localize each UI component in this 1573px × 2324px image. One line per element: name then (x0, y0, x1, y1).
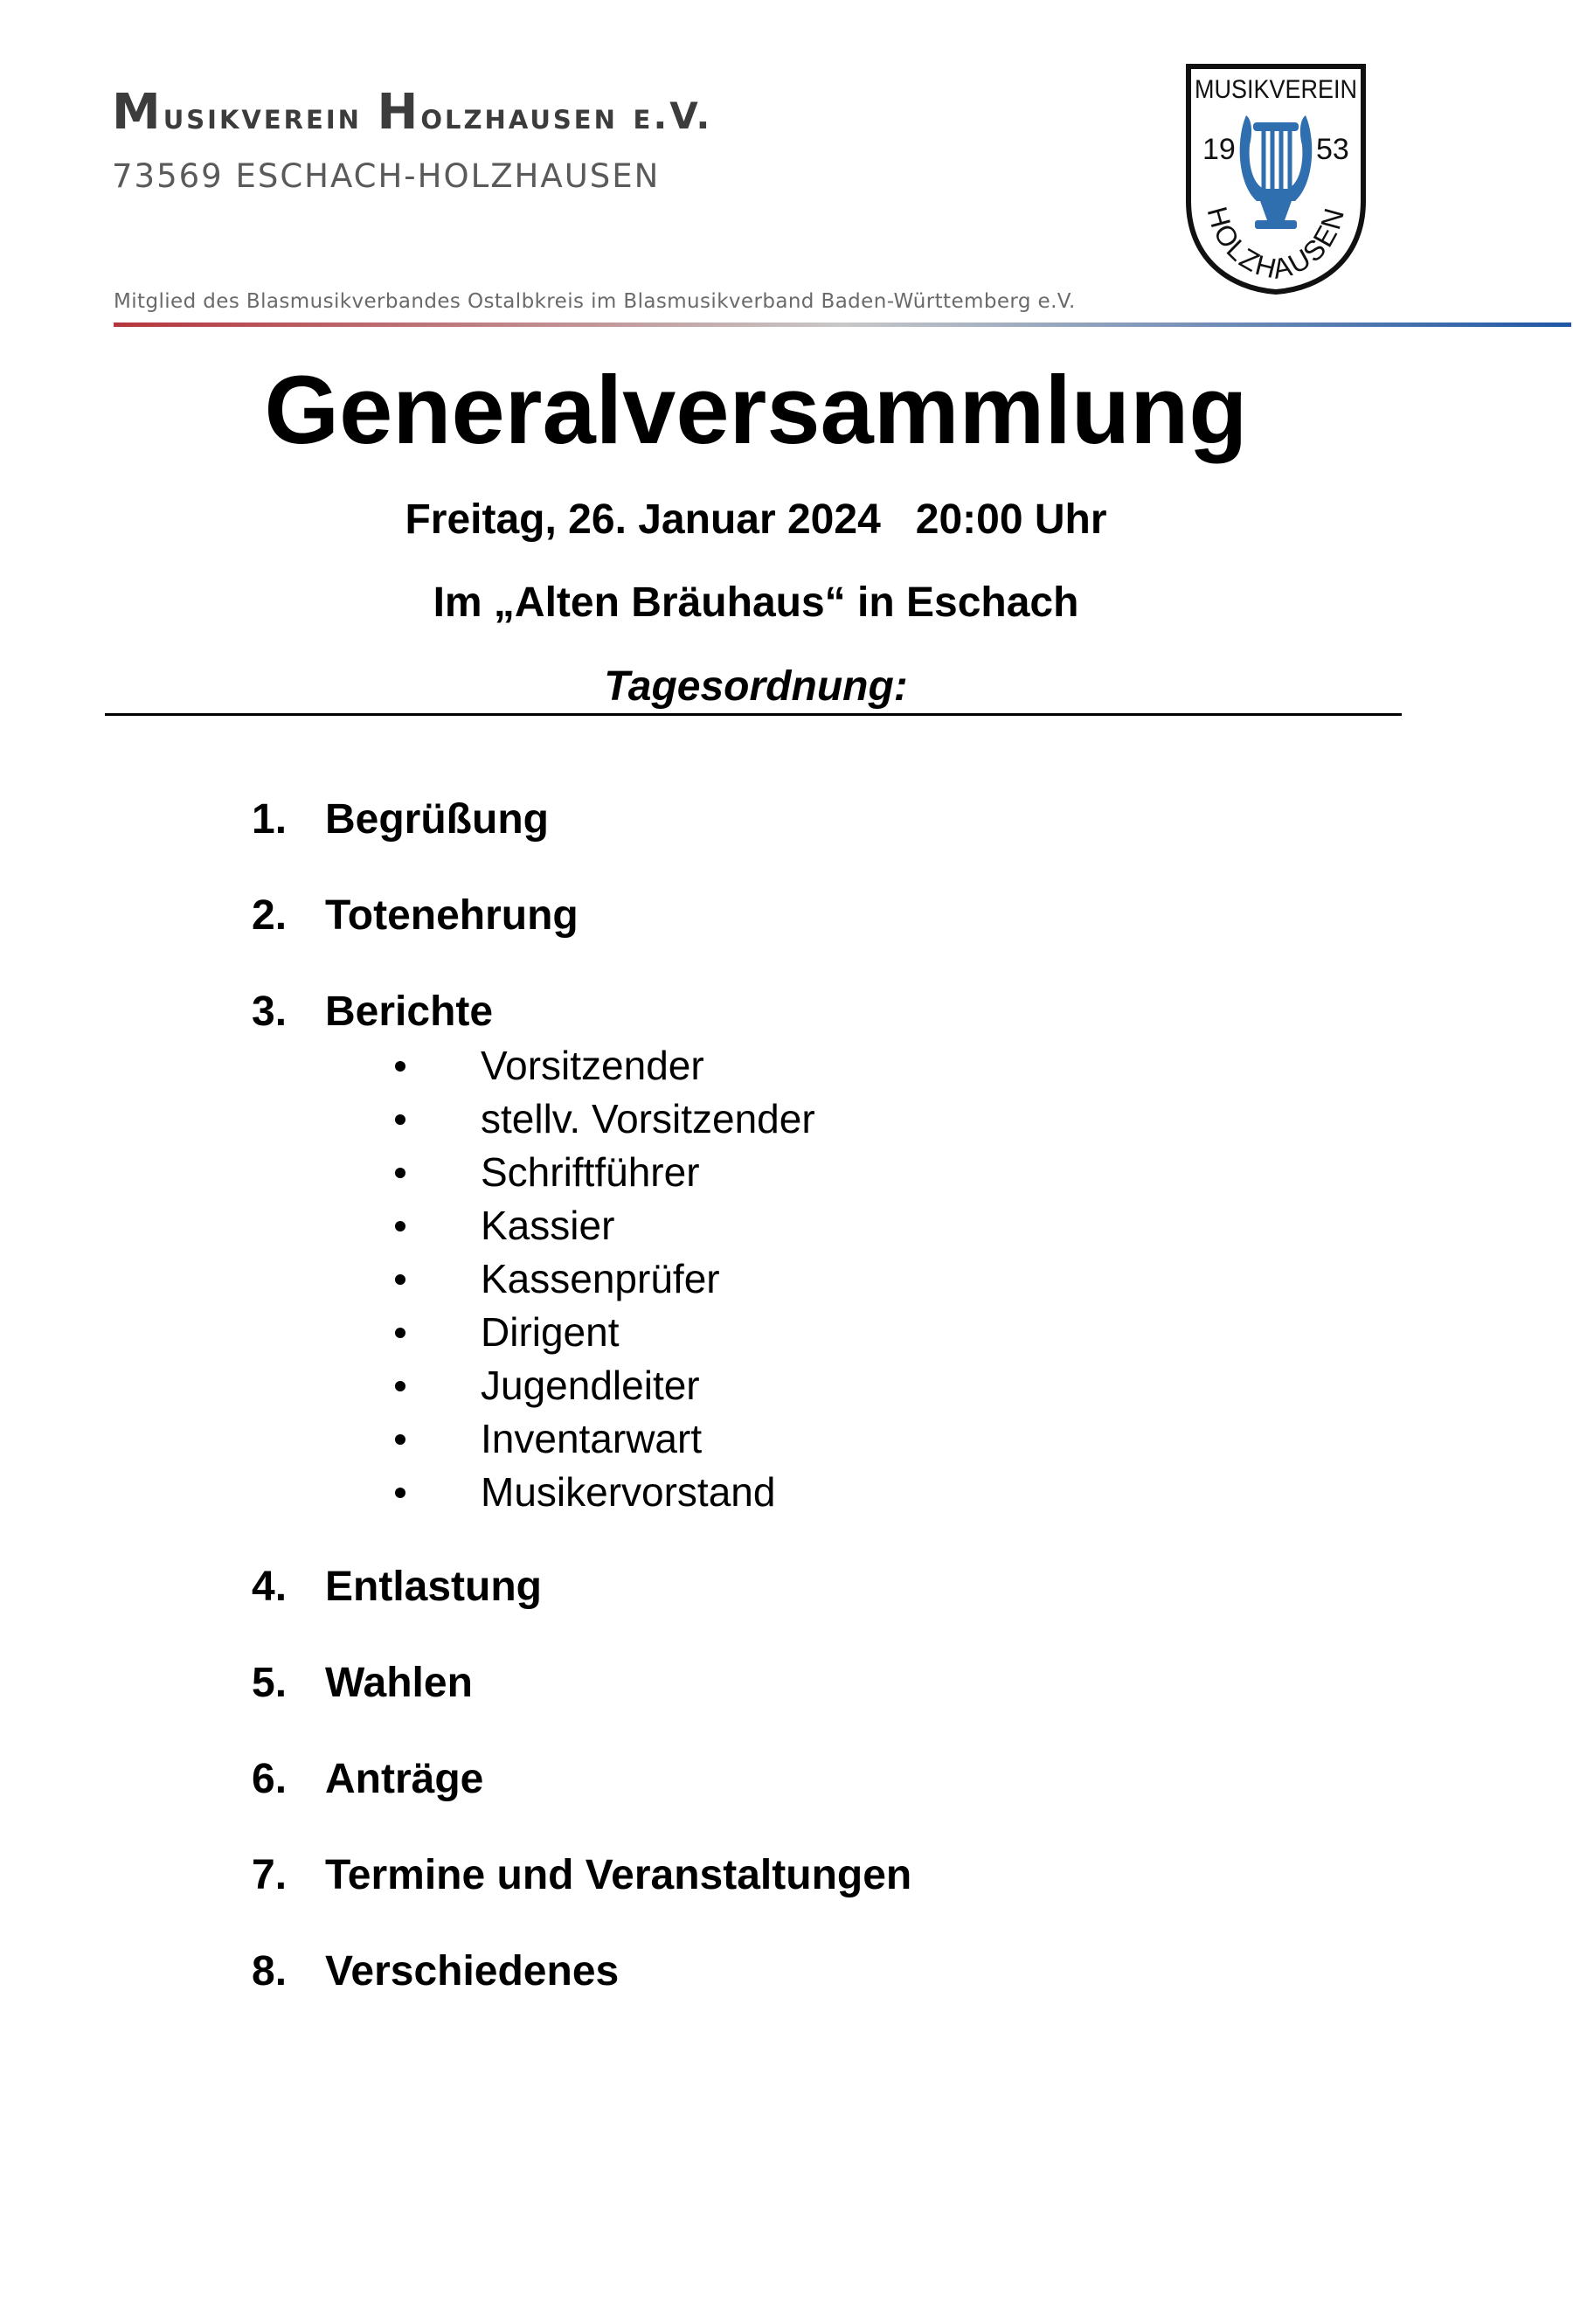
agenda-item: 3. Berichte (252, 989, 494, 1035)
bullet-icon (395, 1328, 405, 1338)
report-subitem: Dirigent (395, 1308, 620, 1356)
page-title: Generalversammlung (264, 357, 1248, 464)
report-subitem: Inventarwart (395, 1415, 702, 1462)
bullet-icon (395, 1274, 405, 1285)
agenda-item: 7. Termine und Veranstaltungen (252, 1852, 912, 1898)
agenda-item: 6. Anträge (252, 1756, 484, 1802)
logo-year-left: 19 (1202, 133, 1236, 166)
logo-year-right: 53 (1316, 133, 1349, 166)
bullet-icon (395, 1434, 405, 1445)
event-date-time: Freitag, 26. Januar 2024 20:00 Uhr (405, 496, 1107, 543)
bullet-icon (395, 1221, 405, 1231)
event-location: Im „Alten Bräuhaus“ in Eschach (433, 579, 1079, 626)
organization-name: Musikverein Holzhausen e.V. (112, 84, 713, 141)
agenda-heading: Tagesordnung: (604, 663, 908, 710)
report-subitem: stellv. Vorsitzender (395, 1095, 815, 1142)
bullet-icon (395, 1061, 405, 1072)
agenda-item: 4. Entlastung (252, 1564, 542, 1610)
bullet-icon (395, 1381, 405, 1391)
report-subitem: Kassenprüfer (395, 1255, 720, 1302)
agenda-divider (105, 713, 1402, 716)
membership-note: Mitglied des Blasmusikverbandes Ostalbkreis im Blasmusikverband Baden-Württemberg e.V. (114, 290, 1076, 313)
report-subitem: Vorsitzender (395, 1042, 704, 1089)
organization-address: 73569 ESCHACH-HOLZHAUSEN (112, 157, 661, 195)
report-subitem: Schriftführer (395, 1148, 700, 1196)
bullet-icon (395, 1168, 405, 1178)
logo-bottom-text: HOLZHAUSEN (1201, 203, 1351, 285)
bullet-icon (395, 1488, 405, 1498)
bullet-icon (395, 1114, 405, 1125)
header-divider (114, 323, 1571, 327)
agenda-item: 8. Verschiedenes (252, 1948, 620, 1994)
report-subitem: Jugendleiter (395, 1362, 700, 1409)
agenda-item: 1. Begrüßung (252, 796, 549, 843)
report-subitem: Kassier (395, 1202, 614, 1249)
logo-top-text: MUSIKVEREIN (1195, 75, 1357, 104)
agenda-item: 5. Wahlen (252, 1660, 473, 1706)
club-logo (1183, 61, 1369, 297)
agenda-item: 2. Totenehrung (252, 892, 579, 939)
report-subitem: Musikervorstand (395, 1468, 775, 1516)
